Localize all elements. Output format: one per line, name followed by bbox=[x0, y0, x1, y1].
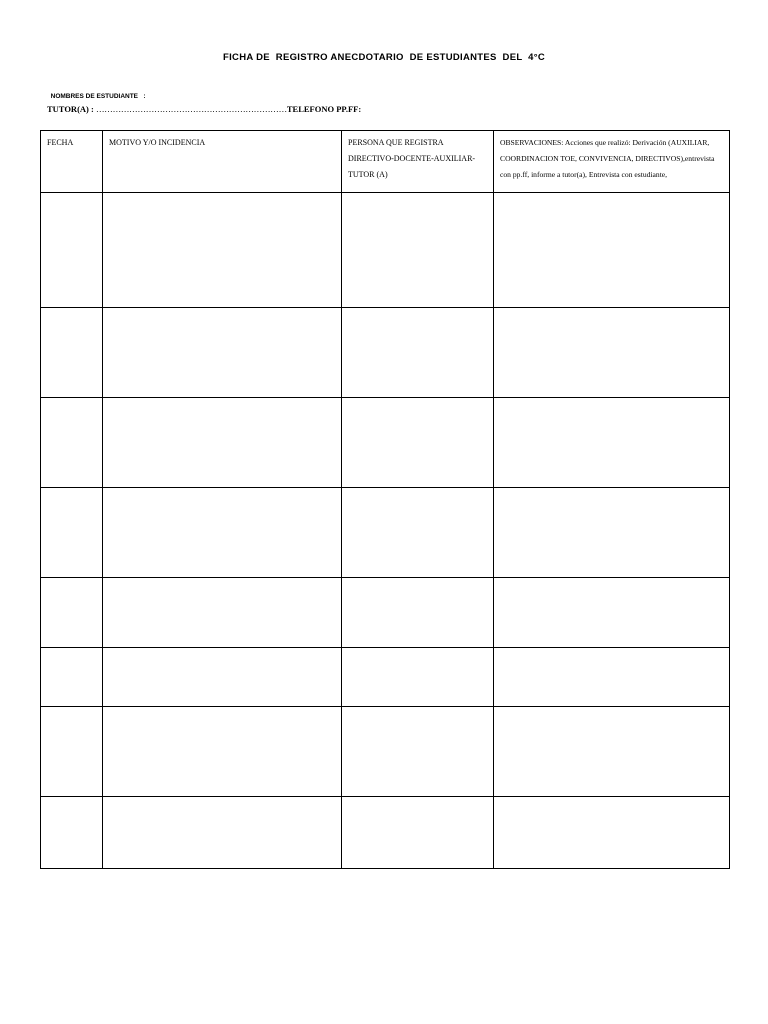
table-row bbox=[41, 797, 730, 869]
document-title: FICHA DE REGISTRO ANECDOTARIO DE ESTUDIANTES DEL 4°C bbox=[223, 52, 545, 63]
cell-persona[interactable] bbox=[342, 797, 494, 869]
cell-fecha[interactable] bbox=[41, 193, 103, 308]
cell-fecha[interactable] bbox=[41, 707, 103, 797]
table-row bbox=[41, 193, 730, 308]
tutor-dotted-line: …………………………………………………………… bbox=[95, 104, 287, 114]
cell-fecha[interactable] bbox=[41, 578, 103, 648]
table-row bbox=[41, 578, 730, 648]
header-motivo: MOTIVO Y/O INCIDENCIA bbox=[103, 131, 342, 193]
header-fecha: FECHA bbox=[41, 131, 103, 193]
cell-motivo[interactable] bbox=[103, 488, 342, 578]
cell-observaciones[interactable] bbox=[494, 797, 730, 869]
cell-persona[interactable] bbox=[342, 308, 494, 398]
table-row bbox=[41, 488, 730, 578]
cell-persona[interactable] bbox=[342, 193, 494, 308]
cell-fecha[interactable] bbox=[41, 797, 103, 869]
student-name-label: NOMBRES DE ESTUDIANTE : bbox=[50, 93, 146, 100]
table-row bbox=[41, 648, 730, 707]
cell-fecha[interactable] bbox=[41, 308, 103, 398]
cell-motivo[interactable] bbox=[103, 648, 342, 707]
cell-persona[interactable] bbox=[342, 488, 494, 578]
student-name-field bbox=[47, 86, 146, 100]
cell-persona[interactable] bbox=[342, 398, 494, 488]
table-row bbox=[41, 308, 730, 398]
tutor-phone-field bbox=[47, 104, 361, 114]
table-row bbox=[41, 707, 730, 797]
cell-observaciones[interactable] bbox=[494, 578, 730, 648]
cell-observaciones[interactable] bbox=[494, 398, 730, 488]
cell-fecha[interactable] bbox=[41, 398, 103, 488]
header-observaciones: OBSERVACIONES: Acciones que realizó: Derivación (AUXILIAR, COORDINACION TOE, CONVIVENCIA, DIRECTIVOS),entrevista con pp.ff, informe a tutor(a), Entrevista con estudiante, bbox=[494, 131, 730, 193]
cell-motivo[interactable] bbox=[103, 797, 342, 869]
cell-observaciones[interactable] bbox=[494, 308, 730, 398]
cell-motivo[interactable] bbox=[103, 308, 342, 398]
table-row bbox=[41, 398, 730, 488]
cell-persona[interactable] bbox=[342, 648, 494, 707]
cell-observaciones[interactable] bbox=[494, 648, 730, 707]
anecdotal-record-table bbox=[40, 130, 730, 869]
phone-label: TELEFONO PP.FF: bbox=[286, 104, 362, 114]
cell-motivo[interactable] bbox=[103, 193, 342, 308]
table-header-row bbox=[41, 131, 730, 193]
cell-motivo[interactable] bbox=[103, 398, 342, 488]
cell-observaciones[interactable] bbox=[494, 488, 730, 578]
tutor-label: TUTOR(A) : bbox=[47, 104, 94, 114]
cell-persona[interactable] bbox=[342, 707, 494, 797]
cell-fecha[interactable] bbox=[41, 648, 103, 707]
cell-persona[interactable] bbox=[342, 578, 494, 648]
header-persona: PERSONA QUE REGISTRA DIRECTIVO-DOCENTE-AUXILIAR-TUTOR (A) bbox=[342, 131, 494, 193]
cell-fecha[interactable] bbox=[41, 488, 103, 578]
cell-motivo[interactable] bbox=[103, 707, 342, 797]
cell-observaciones[interactable] bbox=[494, 193, 730, 308]
cell-motivo[interactable] bbox=[103, 578, 342, 648]
cell-observaciones[interactable] bbox=[494, 707, 730, 797]
